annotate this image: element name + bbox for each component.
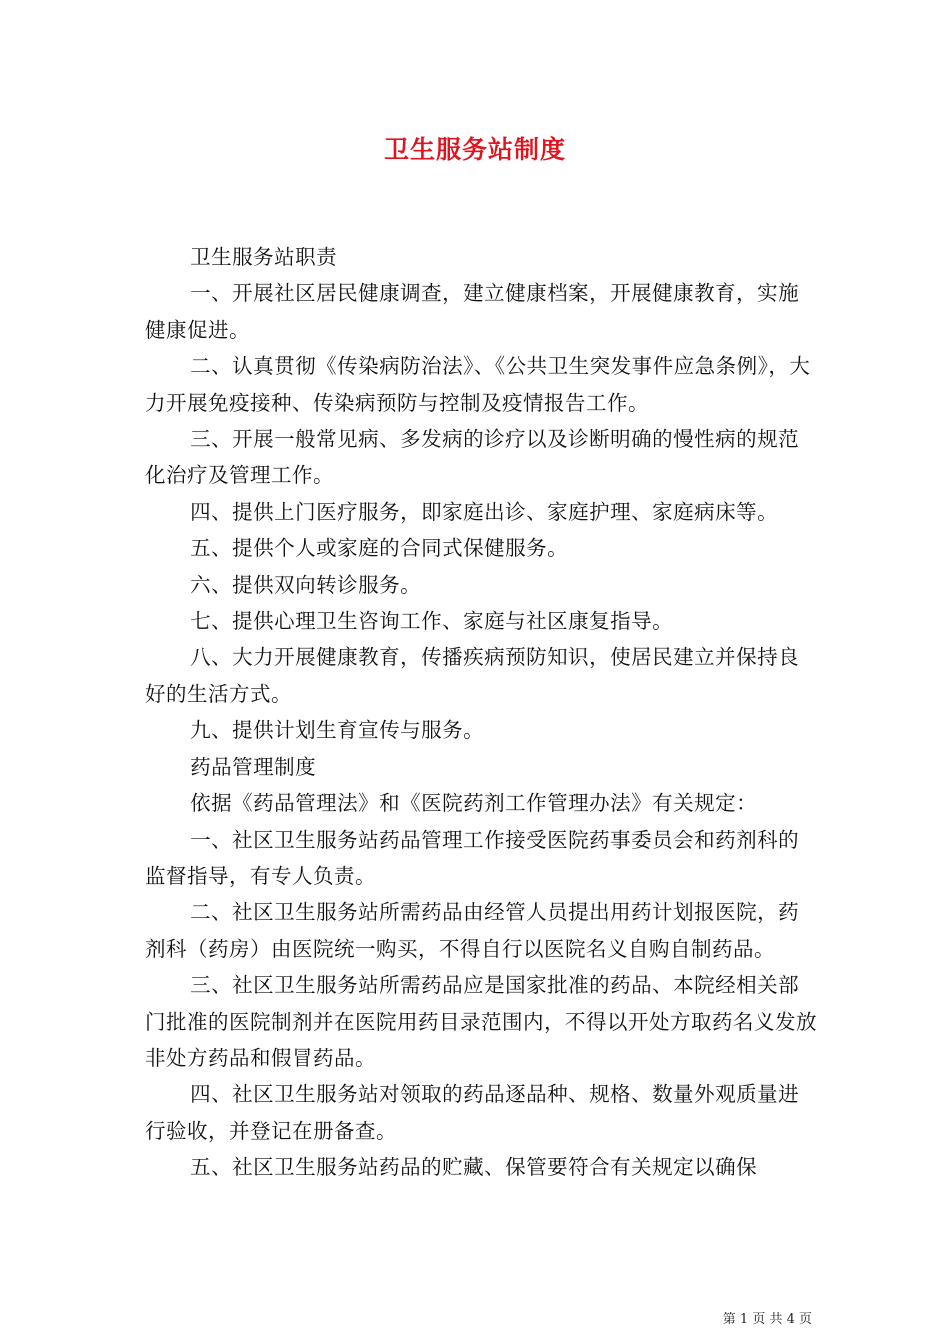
paragraph: 一、社区卫生服务站药品管理工作接受医院药事委员会和药剂科的监督指导，有专人负责。 (145, 827, 800, 888)
paragraph: 四、社区卫生服务站对领取的药品逐品种、规格、数量外观质量进行验收，并登记在册备查。 (145, 1082, 800, 1143)
section-heading-drug-management: 药品管理制度 (190, 754, 317, 779)
document-body (145, 239, 817, 1186)
paragraph: 四、提供上门医疗服务，即家庭出诊、家庭护理、家庭病床等。 (190, 499, 779, 524)
section-heading-duties: 卫生服务站职责 (190, 245, 338, 269)
page-number-footer: 第 1 页 共 4 页 (722, 1312, 812, 1327)
paragraph: 依据《药品管理法》和《医院药剂工作管理办法》有关规定： (190, 791, 758, 816)
document-title: 卫生服务站制度 (383, 135, 566, 164)
paragraph: 三、开展一般常见病、多发病的诊疗以及诊断明确的慢性病的规范化治疗及管理工作。 (145, 427, 800, 488)
paragraph: 三、社区卫生服务站所需药品应是国家批准的药品、本院经相关部门批准的医院制剂并在医院用药目录范围内，不得以开处方取药名义发放非处方药品和假冒药品。 (145, 973, 817, 1070)
paragraph: 九、提供计划生育宣传与服务。 (190, 718, 485, 743)
paragraph: 八、大力开展健康教育，传播疾病预防知识，使居民建立并保持良好的生活方式。 (145, 645, 800, 706)
paragraph: 七、提供心理卫生咨询工作、家庭与社区康复指导。 (190, 609, 674, 634)
paragraph: 二、认真贯彻《传染病防治法》、《公共卫生突发事件应急条例》，大力开展免疫接种、传染病预防与控制及疫情报告工作。 (145, 354, 811, 415)
paragraph: 五、提供个人或家庭的合同式保健服务。 (190, 536, 569, 561)
paragraph: 六、提供双向转诊服务。 (190, 572, 422, 597)
paragraph: 五、社区卫生服务站药品的贮藏、保管要符合有关规定以确保 (190, 1155, 758, 1180)
paragraph: 二、社区卫生服务站所需药品由经管人员提出用药计划报医院，药剂科（药房）由医院统一购买，不得自行以医院名义自购自制药品。 (145, 900, 800, 961)
paragraph: 一、开展社区居民健康调查，建立健康档案，开展健康教育，实施健康促进。 (145, 281, 800, 342)
